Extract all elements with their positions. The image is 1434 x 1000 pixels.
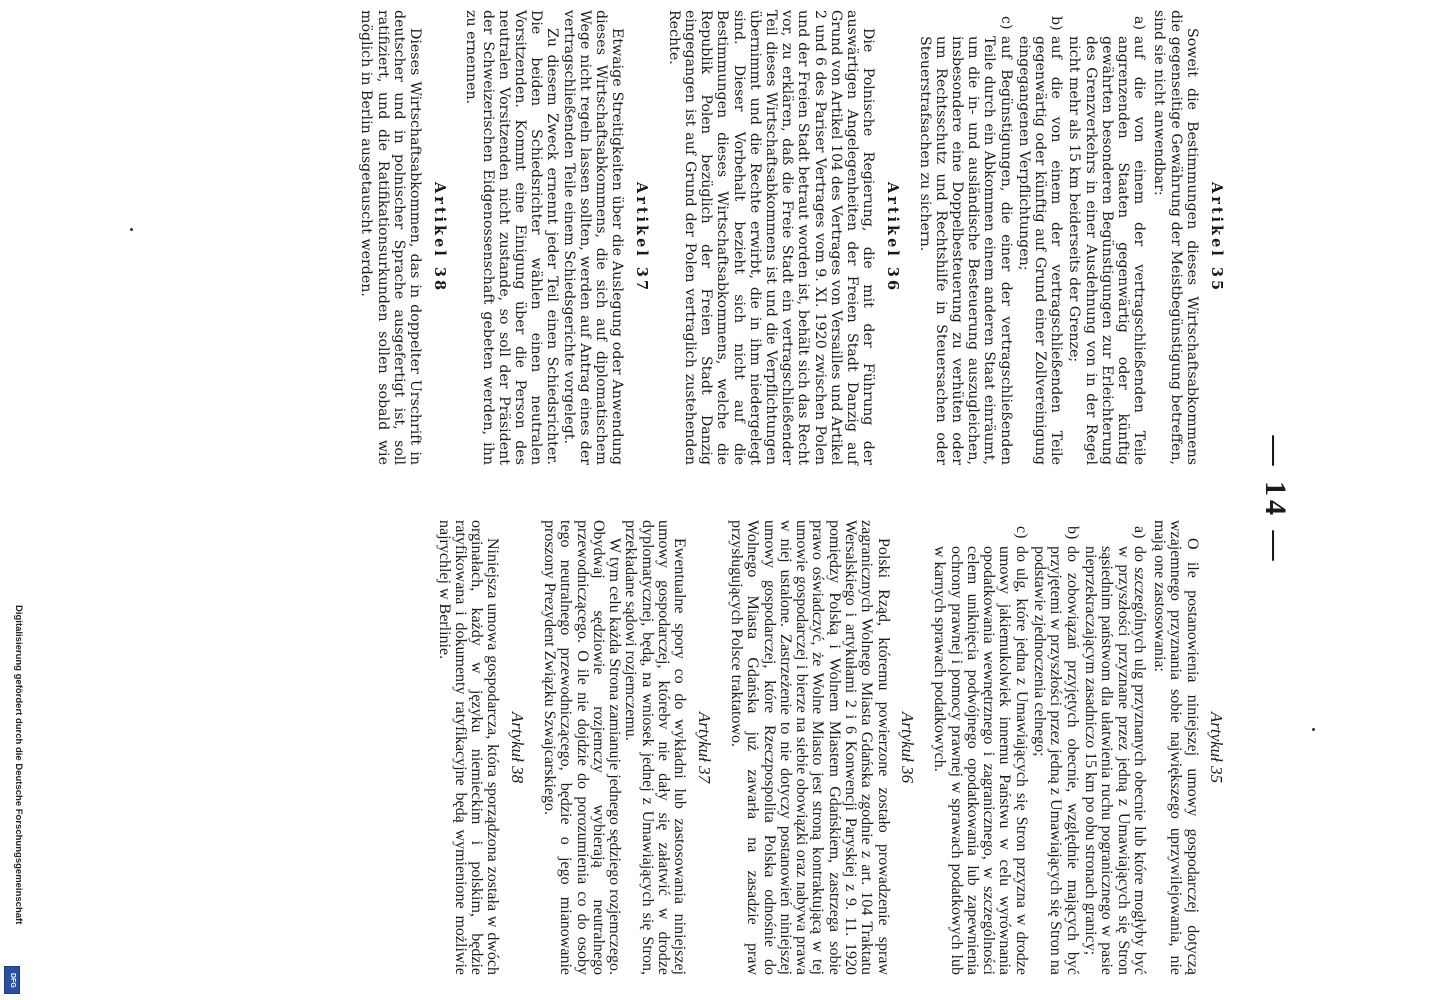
list-marker: b) bbox=[1063, 526, 1081, 540]
list-text: do ulg, które jedna z Umawiających się Stron przyzna w drodze umowy jakiemukolwiek innemu Państwu w celu wyrównania opodatkowania wewnętrznego i zagranicznego, w szczególności celem uniknięcia podwójnego opodatkowania lub zapewnienia ochrony prawnej i pomocy prawnej w sprawach podatkowych lub w karnych sprawach podatkowych. bbox=[931, 546, 1030, 975]
article-38-title-de: Artikel 38 bbox=[431, 181, 449, 294]
footer-credit: Digitalisierung gefördert durch die Deutsche Forschungsgemeinschaft bbox=[13, 605, 24, 925]
article-36-text-de: Die Polnische Regierung, die mit der Führung der auswärtigen Angelegenheiten der Freien Stadt Danzig auf Grund von Artikel 104 des Vertrages von Versailles und Artikel 2 und 6 des Pariser Vertrages vom 9. XI. 1920 zwischen Polen und der Freien Stadt betraut worden ist, behält sich das Recht vor, zu erklären, daß die Freie Stadt ein vertragschließender Teil dieses Wirtschaftsabkommens ist und die Verpflichtungen übernimmt und die Rechte erwirbt, die in ihm niedergelegt sind. Dieser Vorbehalt bezieht sich nicht auf die Bestimmungen dieses Wirtschaftsabkommens, welche die Republik Polen bezüglich der Freien Stadt Danzig eingegangen ist auf Grund der Polen vertraglich zustehenden Rechte. bbox=[665, 10, 877, 465]
list-marker: c) bbox=[1012, 526, 1030, 539]
article-38-text-de: Dieses Wirtschaftsabkommen, das in doppelter Urschrift in deutscher und in polnischer Sprache ausgefertigt ist, soll ratifiziert, und die Ratifikationsurkunden sollen sobald wie möglich in Berlin ausgetauscht werden. bbox=[358, 10, 424, 465]
article-35-list-pl bbox=[931, 520, 1147, 975]
article-38-text-pl: Niniejsza umowa gospodarcza, która sporządzona została w dwóch orginałach, każdy w języku niemieckim i polskim, będzie ratyfikowana i dokumenty ratyfikacyjne będą wymienione możliwie najrychlej w Berlinie. bbox=[435, 520, 502, 975]
article-37-title-de: Artikel 37 bbox=[633, 181, 651, 294]
list-item bbox=[1031, 520, 1080, 975]
article-37-p1-de: Etwaige Streitigkeiten über die Auslegung oder Anwendung dieses Wirtschaftsabkommens, die sich auf diplomatischem Wege nicht regeln lassen sollten, werden auf Antrag eines der vertragschließenden Teile einem Schiedsgerichte vorgelegt. bbox=[560, 10, 626, 465]
article-37-p2-de: Zu diesem Zweck ernennt jeder Teil einen Schiedsrichter. Die beiden Schiedsrichter wählen einen neutralen Vorsitzenden. Kommt eine Einigung über die Person des neutralen Vorsitzenden nicht zustande, so soll der Präsident der Schweizerischen Eidgenossenschaft gebeten werden, ihn zu ernennen. bbox=[463, 10, 561, 465]
article-36-text-pl: Polski Rząd, któremu powierzone zostało prowadzenie spraw zagranicznych Wolnego Miasta Gdańska zgodnie z art. 104 Traktatu Wersalskiego i artykułami 2 i 6 Konwencji Paryskiej z 9. 11. 1920 pomiędzy Polską i Wolnem Miastem Gdańskiem, zastrzega sobie prawo oświadczyć, że Wolne Miasto jest stroną kontraktującą w tej umowie gospodarczej i bierze na siebie obowiązki oraz nabywa prawa w niej ustalone. Zastrzeżenie to nie dotyczy postanowień niniejszej umowy gospodarczej, które Rzeczpospolita Polska odnośnie do Wolnego Miasta Gdańska już zawarła na zasadzie praw przysługujących Polsce traktatowo. bbox=[727, 520, 892, 975]
article-35-title-pl: Artykuł 35 bbox=[1207, 711, 1226, 784]
article-36-title-pl: Artykuł 36 bbox=[897, 711, 917, 784]
article-35-intro-de: Soweit die Bestimmungen dieses Wirtschaftsabkommens die gegenseitige Gewährung der Meistbegünstigung betreffen, sind sie nicht anwendbar: bbox=[1151, 10, 1200, 465]
polish-column bbox=[435, 520, 1240, 975]
article-38-title-pl: Artykuł 38 bbox=[507, 711, 527, 784]
list-text: auf die von einem der vertragschließenden Teile angrenzenden Staaten gegenwärtig oder künftig gewährten besonderen Begünstigungen zur Erleichterung des Grenzverkehrs in einer Ausdehnung von in der Regel nicht mehr als 15 km beiderseits der Grenze; bbox=[1066, 36, 1148, 465]
list-text: do zobowiązań przyjętych obecnie, względnie mających być przyjętemi w przyszłości przez jedną z Umawiających się Stron na podstawie zjednoczenia celnego; bbox=[1031, 546, 1081, 975]
list-marker: a) bbox=[1131, 16, 1148, 30]
list-marker: c) bbox=[997, 16, 1014, 30]
digitization-footer bbox=[0, 0, 28, 1000]
list-item bbox=[931, 520, 1029, 975]
list-item bbox=[1082, 520, 1147, 975]
article-37-p1-pl: Ewentualne spory co do wykładni lub zastosowania niniejszej umowy gospodarczej, którebv nie dały się załatwić w drodze dyplomatycznej, będą, na wniosek jednej z Umawiających się Stron, przekładane sądowi rozjemczemu. bbox=[622, 520, 689, 975]
scan-speck bbox=[1312, 728, 1315, 731]
article-36-title-de: Artikel 36 bbox=[884, 181, 902, 294]
list-item bbox=[1066, 10, 1147, 465]
list-marker: b) bbox=[1048, 16, 1065, 31]
german-column bbox=[358, 10, 1240, 465]
list-item bbox=[916, 10, 1013, 465]
dfg-logo: DFG bbox=[4, 966, 20, 994]
list-text: auf die von einem der vertragschließenden Teile gegenwärtig oder künftig auf Grund einer Zollvereinigung eingegangenen Verpflichtungen; bbox=[1015, 36, 1065, 465]
list-item bbox=[1016, 10, 1065, 465]
list-text: do szczególnych ulg przyznanych obecnie lub które mogłyby być w przyszłości przyznane przez jedną z Umawiających się Stron sąsiednim państwom dla ułatwienia ruchu pogranicznego w pasie nieprzekraczającym zasadniczo 15 km po obu stronach granicy; bbox=[1081, 546, 1148, 975]
article-37-p2-pl: W tym celu każda Strona zamianuje jednego sędziego rozjemczego. Obydwaj sędziowie rozjemczy wybierają neutralnego przewodniczącego. O ile nie dojdzie do porozumienia co do osoby tego neutralnego przewodniczącego, będzie o jego mianowanie proszony Prezydent Związku Szwajcarskiego. bbox=[541, 520, 624, 975]
page-number: — 14 — bbox=[1259, 435, 1292, 565]
article-35-intro-pl: O ile postanowienia niniejszej umowy gospodarczej dotyczą wzajemnego przyznania sobie największego uprzywilejowania, nie mają one zastosowania: bbox=[1151, 520, 1201, 975]
document-page bbox=[20, 10, 1310, 990]
list-marker: a) bbox=[1130, 526, 1148, 539]
scan-speck bbox=[130, 228, 133, 231]
article-37-title-pl: Artykuł 37 bbox=[694, 711, 714, 784]
article-35-list-de bbox=[916, 10, 1147, 465]
article-35-title-de: Artikel 35 bbox=[1208, 181, 1225, 294]
list-text: auf Begünstigungen, die einer der vertragschließenden Teile durch ein Abkommen einem anderen Staat einräumt, um die in- und ausländische Besteuerung auszugleichen, insbesondere eine Doppelbesteuerung zu verhüten oder um Rechtsschutz und Rechtshilfe in Steuersachen oder Steuerstrafsachen zu sichern. bbox=[916, 36, 1014, 465]
